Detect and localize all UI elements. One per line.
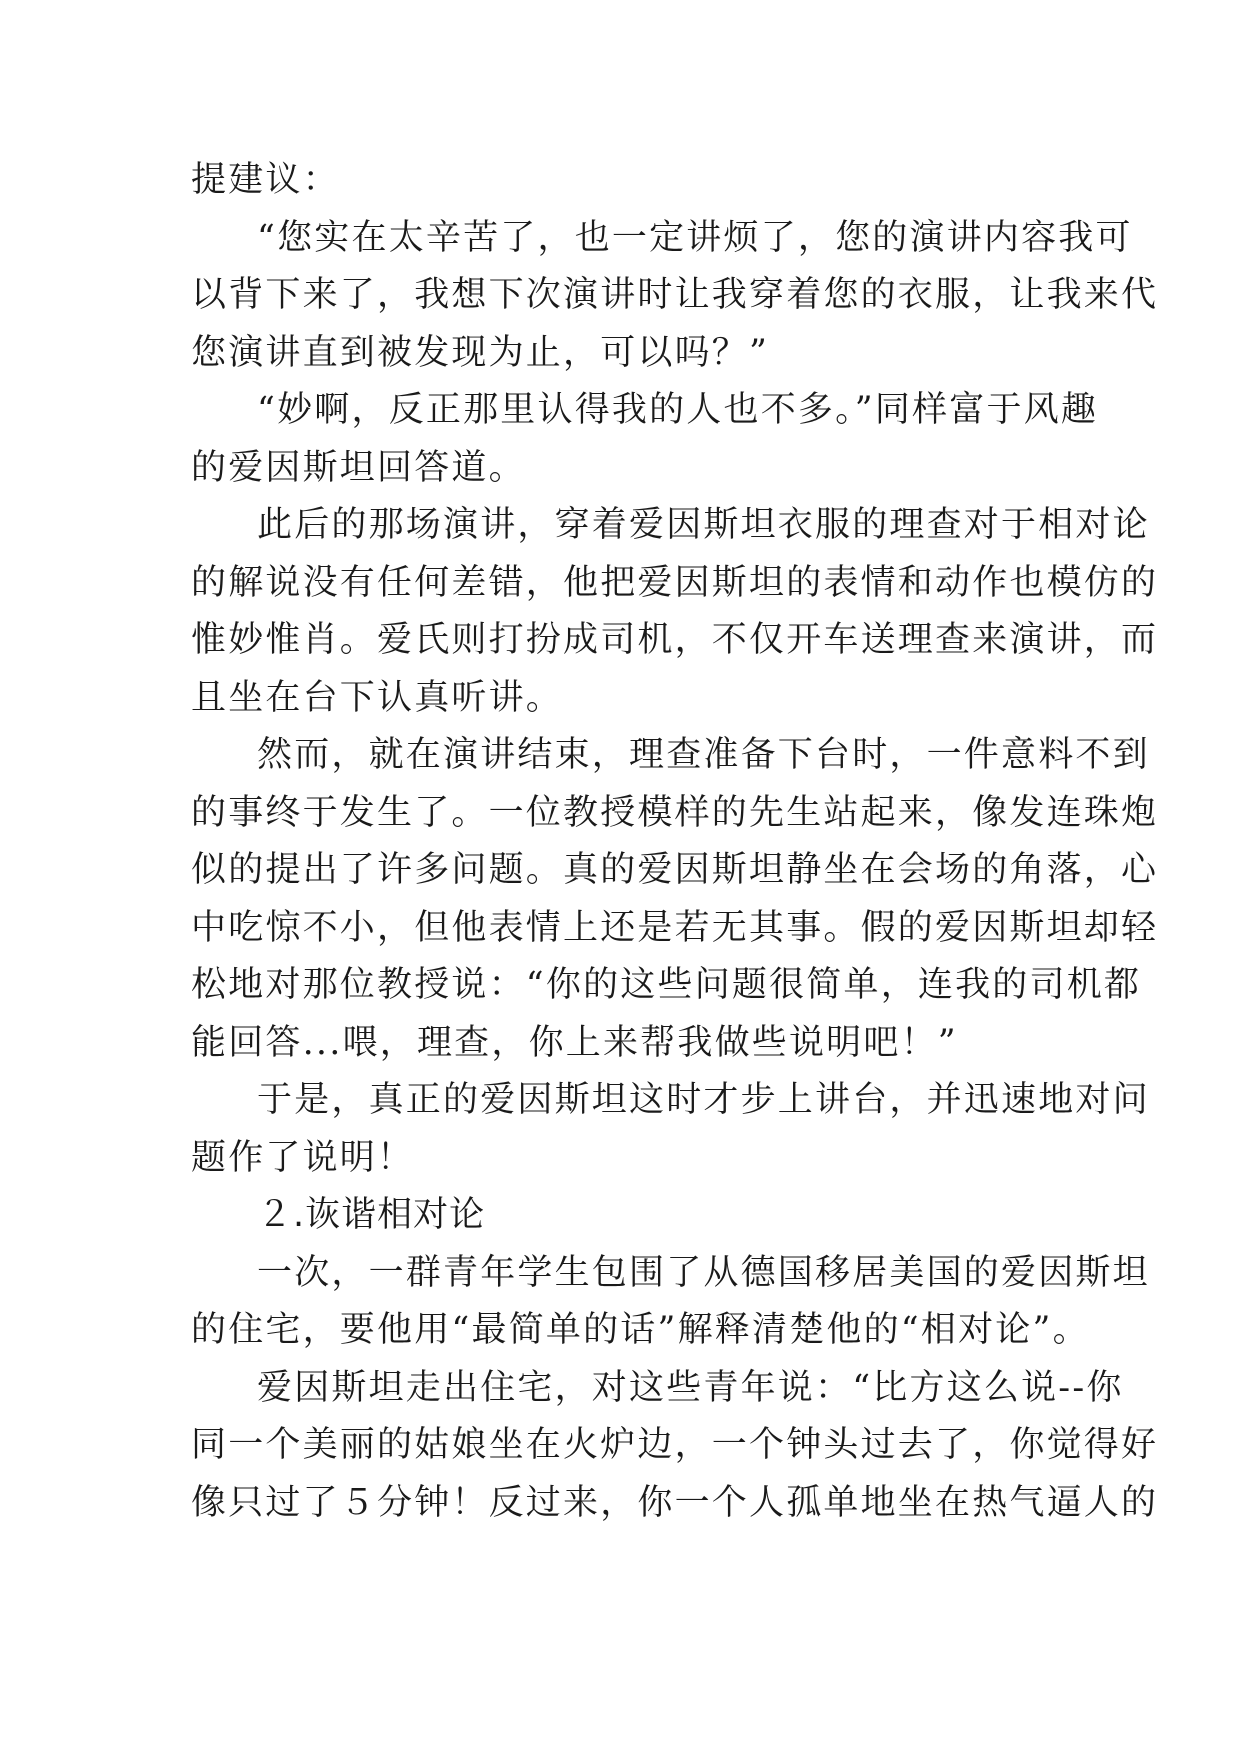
text-line: 一次，一群青年学生包围了从德国移居美国的爱因斯坦 [257,1252,1150,1293]
text-line: 题作了说明！ [191,1137,415,1178]
section-heading: ２.诙谐相对论 [257,1195,486,1235]
text-line: 于是，真正的爱因斯坦这时才步上讲台，并迅速地对问 [257,1080,1150,1120]
text-line: 提建议： [191,160,340,200]
text-line: 的爱因斯坦回答道。 [191,447,526,488]
text-line: 的住宅，要他用“最简单的话”解释清楚他的“相对论”。 [191,1310,1090,1350]
document-body [191,152,1159,1532]
text-line: “妙啊，反正那里认得我的人也不多。”同样富于风趣 [257,390,1099,430]
text-line: 同一个美丽的姑娘坐在火炉边，一个钟头过去了，你觉得好 [191,1425,1159,1465]
text-line: 以背下来了，我想下次演讲时让我穿着您的衣服，让我来代 [191,275,1159,315]
text-line: 中吃惊不小，但他表情上还是若无其事。假的爱因斯坦却轻 [191,907,1159,948]
text-line: 松地对那位教授说：“你的这些问题很简单，连我的司机都 [191,965,1142,1005]
text-line: 似的提出了许多问题。真的爱因斯坦静坐在会场的角落，心 [191,850,1159,890]
text-line: 的解说没有任何差错，他把爱因斯坦的表情和动作也模仿的 [191,562,1159,603]
text-line: 爱因斯坦走出住宅，对这些青年说：“比方这么说--你 [257,1367,1124,1408]
text-line: 此后的那场演讲，穿着爱因斯坦衣服的理查对于相对论 [257,505,1150,545]
text-line: 且坐在台下认真听讲。 [191,677,564,718]
text-line: 您演讲直到被发现为止，可以吗？” [191,332,770,373]
text-line: 惟妙惟肖。爱氏则打扮成司机，不仅开车送理查来演讲，而 [191,620,1159,660]
text-line: “您实在太辛苦了，也一定讲烦了，您的演讲内容我可 [257,217,1133,258]
text-line: 像只过了５分钟！反过来，你一个人孤单地坐在热气逼人的 [191,1482,1159,1523]
text-line: 的事终于发生了。一位教授模样的先生站起来，像发连珠炮 [191,792,1159,833]
text-line: 然而，就在演讲结束，理查准备下台时，一件意料不到 [257,735,1150,775]
text-line: 能回答...喂，理查，你上来帮我做些说明吧！” [191,1022,958,1063]
